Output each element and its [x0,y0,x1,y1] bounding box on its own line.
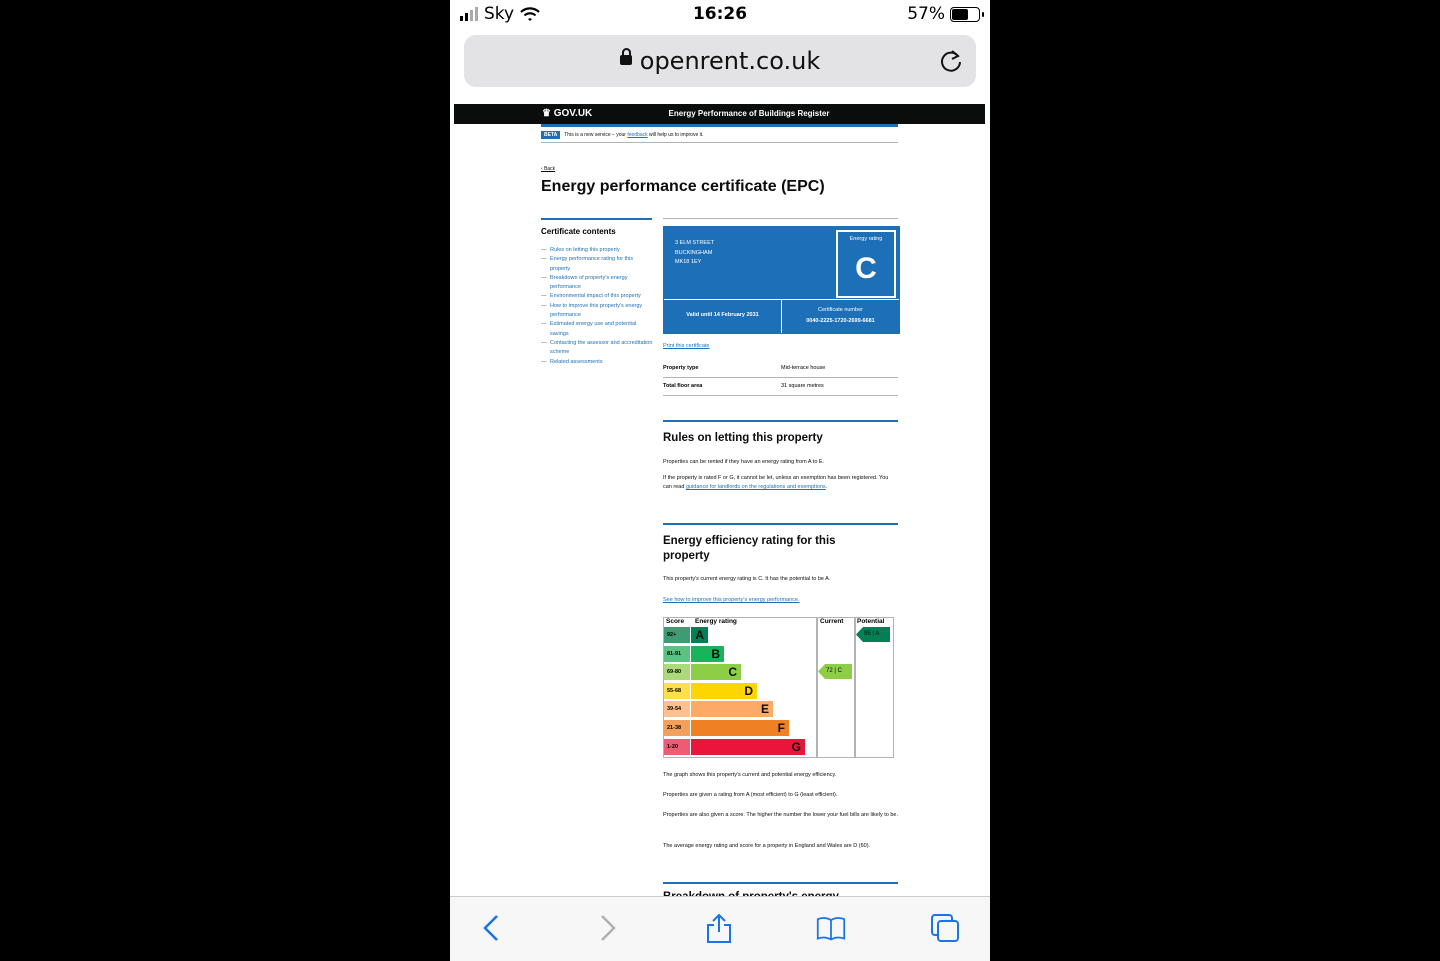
rules-p1: Properties can be rented if they have an energy rating from A to E. [663,459,825,465]
battery-status [907,4,980,24]
rating-letter: C [855,252,877,285]
toc-item[interactable]: — Breakdown of property's energy performance [541,274,653,293]
toc-item[interactable]: — Contacting the assessor and accreditation scheme [541,339,653,358]
toc-rule [541,218,652,220]
section-rule [663,420,898,422]
rules-heading: Rules on letting this property [663,432,823,444]
header-rule [541,124,898,127]
table-row: Total floor area 31 square metres [663,378,898,396]
forward-icon[interactable] [592,913,622,943]
clock: 16:26 [692,4,748,24]
feedback-link[interactable]: feedback [627,132,648,138]
band-letter: F [777,721,785,735]
property-address: 3 ELM STREET BUCKINGHAM MK18 1EY [675,240,715,265]
band-score: 55-68 [664,683,690,699]
certificate-number-label: Certificate number [818,307,863,313]
battery-icon [950,7,980,22]
epc-chart [663,617,893,758]
toc-title: Certificate contents [541,227,616,236]
web-content [454,104,985,896]
toc-item[interactable]: — Estimated energy use and potential savings [541,320,653,339]
back-link[interactable]: ‹ Back [541,166,556,172]
main-rule [663,218,898,219]
certificate-number: 0040-2225-1720-2699-6681 [806,318,875,324]
band-d [664,683,816,699]
page-title: Energy performance certificate (EPC) [541,178,825,195]
govuk-header [454,104,985,124]
potential-header: Potential [857,618,885,625]
property-table [663,360,898,396]
browser-toolbar [450,896,990,961]
address-bar[interactable] [464,35,976,87]
rating-label: Energy rating [849,236,883,242]
band-bar [691,701,773,717]
rating-header: Energy rating [695,618,737,625]
improve-link[interactable]: See how to improve this property's energy performance. [663,597,800,603]
band-g [664,739,816,755]
table-row: Property type Mid-terrace house [663,360,898,378]
toc-item[interactable]: — Rules on letting this property [541,246,653,255]
reload-icon[interactable] [938,48,964,74]
band-letter: E [760,702,769,717]
phone-screen [450,0,990,960]
guidance-link[interactable]: guidance for landlords on the regulations and exemptions [685,484,826,491]
potential-rating-arrow: 95 | A [856,627,890,642]
carrier-name: Sky [484,4,515,24]
band-letter: G [791,739,801,754]
bookmarks-icon[interactable] [816,913,846,943]
note-4: The average energy rating and score for a property in England and Wales are D (60). [663,843,871,849]
tabs-icon[interactable] [930,913,960,943]
band-bar [691,646,724,662]
band-c [664,664,816,680]
band-score: 69-80 [664,664,690,680]
band-letter: A [695,628,704,642]
band-letter: D [744,683,753,698]
current-header: Current [820,618,844,625]
band-f [664,720,816,736]
toc-item[interactable]: — Related assessments [541,358,653,367]
rules-p2: If the property is rated F or G, it cannot be let, unless an exemption has been registered. You can read guidance for landlords on the regulations and exemptions. [663,475,889,491]
toc-item[interactable]: — Energy performance rating for this property [541,255,653,274]
efficiency-p1: This property's current energy rating is C. It has the potential to be A. [663,576,831,582]
valid-until: Valid until 14 February 2031 [686,312,759,318]
band-letter: C [728,665,737,680]
band-a [664,627,816,643]
toc-item[interactable]: — How to improve this property's energy performance [541,302,653,321]
band-bar [691,664,741,680]
certificate-summary [663,226,900,334]
lock-icon [620,55,632,65]
band-e [664,701,816,717]
govuk-logo[interactable]: ♛ GOV.UK [542,108,593,119]
band-score: 92+ [664,627,690,643]
service-name[interactable]: Energy Performance of Buildings Register [668,109,830,118]
status-bar [450,0,990,30]
efficiency-heading: Energy efficiency rating for this property [663,535,836,562]
band-bar [691,627,708,643]
note-1: The graph shows this property's current and potential energy efficiency. [663,772,837,778]
print-link[interactable]: Print this certificate [663,343,710,349]
band-bar [691,720,789,736]
band-letter: B [711,646,720,661]
band-score: 1-20 [664,739,690,755]
url-display[interactable] [464,47,976,75]
beta-tag: BETA [541,131,560,139]
note-3: Properties are also given a score. The higher the number the lower your fuel bills are likely to be. [663,812,898,818]
url-text: openrent.co.uk [639,47,821,75]
band-score: 39-54 [664,701,690,717]
section-rule [663,523,898,525]
band-score: 21-38 [664,720,690,736]
band-bar [691,683,757,699]
band-score: 81-91 [664,646,690,662]
note-2: Properties are given a rating from A (most efficient) to G (least efficient). [663,792,838,798]
battery-percent: 57% [907,4,945,24]
band-b [664,646,816,662]
back-icon[interactable] [477,913,507,943]
toc-item[interactable]: — Environmental impact of this property [541,292,653,301]
beta-rule [541,142,898,143]
toc-list [541,246,653,367]
rating-box [836,230,896,298]
beta-banner: BETA This is a new service – your feedback will help us to improve it. [541,131,704,139]
share-icon[interactable] [704,913,734,943]
score-header: Score [666,618,685,625]
current-rating-arrow: 72 | C [818,664,852,679]
band-bar [691,739,805,755]
section-rule [663,882,898,884]
